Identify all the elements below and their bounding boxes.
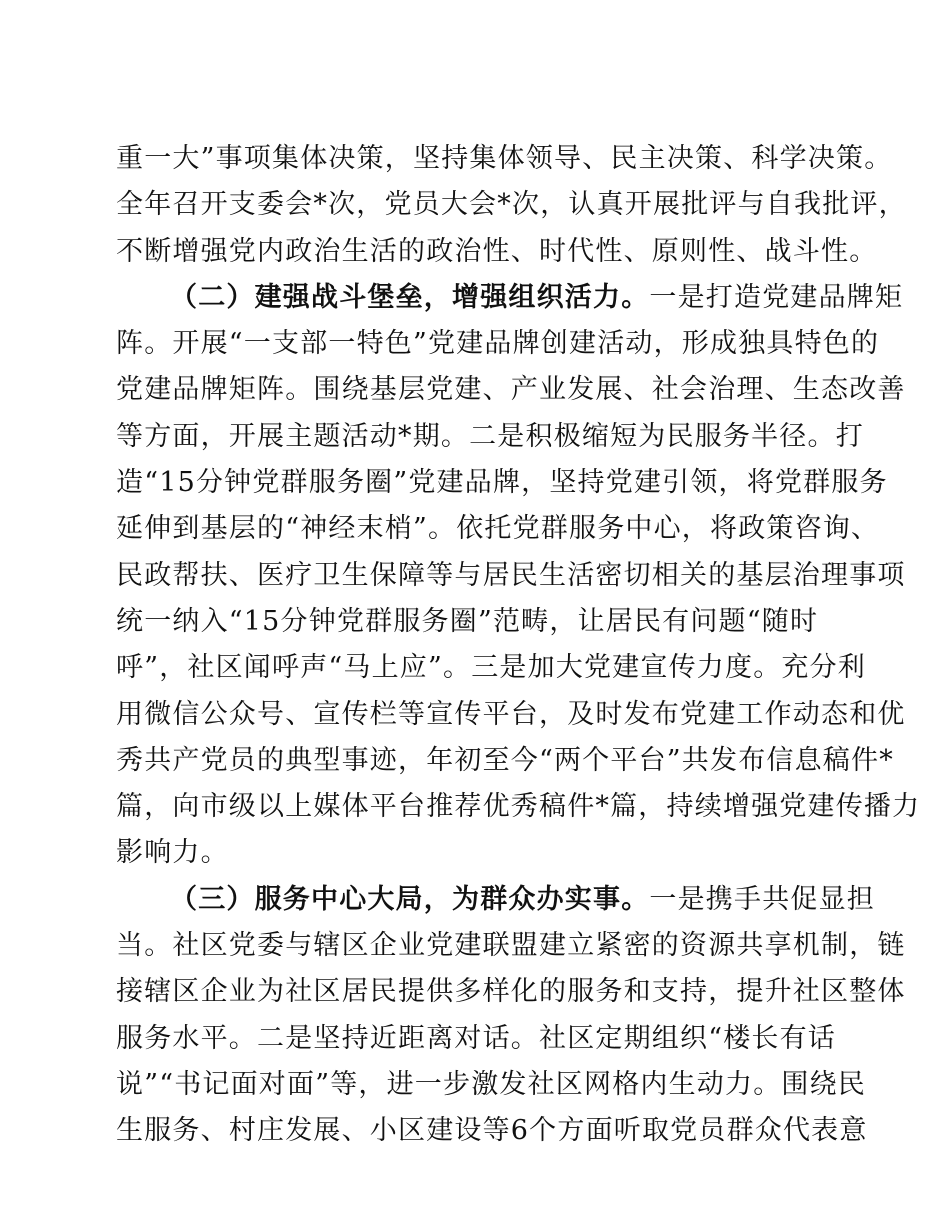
section-two-lead: 一是打造党建品牌矩 bbox=[649, 281, 904, 313]
body-line: 当。社区党委与辖区企业党建联盟建立紧密的资源共享机制，链 bbox=[116, 930, 906, 962]
body-line: 阵。开展“一支部一特色”党建品牌创建活动，形成独具特色的 bbox=[116, 328, 880, 360]
body-line: 重一大”事项集体决策，坚持集体领导、民主决策、科学决策。 bbox=[116, 143, 893, 174]
body-line: 秀共产党员的典型事迹，年初至今“两个平台”共发布信息稿件* bbox=[116, 744, 894, 776]
body-line: 全年召开支委会*次，党员大会*次，认真开展批评与自我批评， bbox=[116, 189, 907, 221]
section-three-heading: （三）服务中心大局，为群众办实事。 bbox=[170, 883, 650, 915]
body-line: 延伸到基层的“神经末梢”。依托党群服务中心，将政策咨询、 bbox=[116, 513, 880, 545]
body-line: 接辖区企业为社区居民提供多样化的服务和支持，提升社区整体 bbox=[116, 976, 906, 1008]
body-line: 影响力。 bbox=[116, 837, 229, 869]
section-three-first-line bbox=[116, 877, 876, 923]
document-body bbox=[116, 136, 921, 1155]
section-two-heading: （二）建强战斗堡垒，增强组织活力。 bbox=[170, 281, 650, 313]
body-line: 篇，向市级以上媒体平台推荐优秀稿件*篇，持续增强党建传播力 bbox=[116, 791, 921, 823]
body-line: 民政帮扶、医疗卫生保障等与居民生活密切相关的基层治理事项 bbox=[116, 559, 906, 591]
body-line: 生服务、村庄发展、小区建设等6个方面听取党员群众代表意 bbox=[116, 1115, 868, 1147]
body-line: 党建品牌矩阵。围绕基层党建、产业发展、社会治理、生态改善 bbox=[116, 374, 906, 406]
body-line: 造“15分钟党群服务圈”党建品牌，坚持党建引领，将党群服务 bbox=[116, 467, 888, 499]
body-line: 统一纳入“15分钟党群服务圈”范畴，让居民有问题“随时 bbox=[116, 605, 819, 637]
body-line: 说”“书记面对面”等，进一步激发社区网格内生动力。围绕民 bbox=[116, 1068, 867, 1100]
body-line: 用微信公众号、宣传栏等宣传平台，及时发布党建工作动态和优 bbox=[116, 698, 906, 730]
section-three-lead: 一是携手共促显担 bbox=[649, 883, 876, 915]
section-two-first-line bbox=[116, 275, 904, 321]
body-line: 等方面，开展主题活动*期。二是积极缩短为民服务半径。打 bbox=[116, 420, 864, 452]
body-line: 不断增强党内政治生活的政治性、时代性、原则性、战斗性。 bbox=[116, 235, 878, 267]
body-line: 呼”，社区闻呼声“马上应”。三是加大党建宣传力度。充分利 bbox=[116, 652, 867, 684]
body-line: 服务水平。二是坚持近距离对话。社区定期组织“楼长有话 bbox=[116, 1022, 837, 1054]
